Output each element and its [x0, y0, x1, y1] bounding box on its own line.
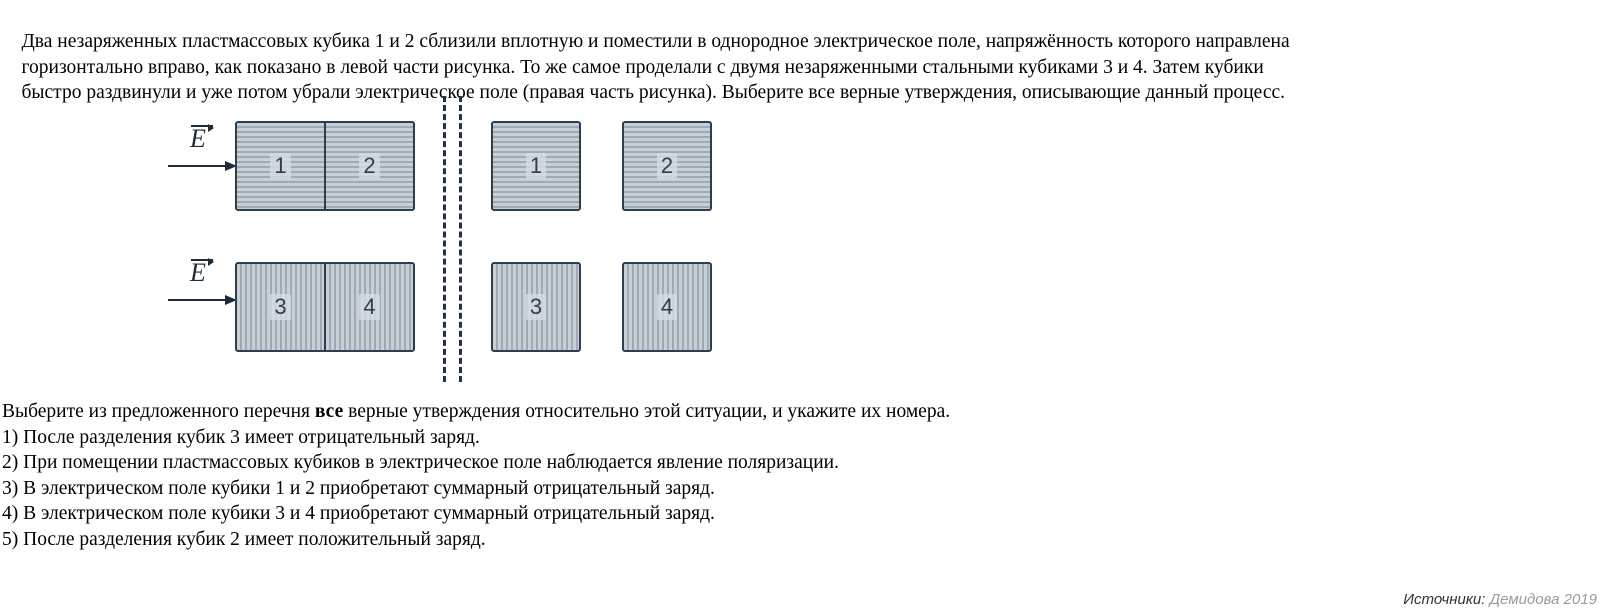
- question-line-3: быстро раздвинули и уже потом убрали электрическое поле (правая часть рисунка). Выберите все верные утверждения, описывающие данный процесс.: [21, 81, 1286, 103]
- answer-option-4[interactable]: 4) В электрическом поле кубики 3 и 4 приобретают суммарный отрицательный заряд.: [2, 503, 715, 525]
- source-value: Демидова 2019: [1489, 591, 1597, 608]
- left-plastic-cube-pair: [235, 121, 415, 211]
- answer-option-2[interactable]: 2) При помещении пластмассовых кубиков в электрическое поле наблюдается явление поляризации.: [2, 452, 839, 474]
- answer-options-block: [2, 399, 1599, 553]
- answer-option-3[interactable]: 3) В электрическом поле кубики 1 и 2 приобретают суммарный отрицательный заряд.: [2, 477, 715, 499]
- field-vector-label-bottom: E: [190, 260, 206, 286]
- question-line-1: Два незаряженных пластмассовых кубика 1 и 2 сблизили вплотную и поместили в однородное электрическое поле, напряжённость которого направлена: [21, 31, 1290, 53]
- question-line-2: горизонтально вправо, как показано в левой части рисунка. То же самое проделали с двумя незаряженными стальными кубиками 3 и 4. Затем кубики: [21, 56, 1264, 78]
- field-direction-arrow-icon: [168, 165, 226, 167]
- answers-instruction: [2, 399, 1599, 425]
- cube-3-right: 3: [491, 262, 581, 352]
- physics-figure: [0, 96, 1601, 386]
- cube-2-right: 2: [622, 121, 712, 211]
- figure-divider-line-right: [459, 96, 462, 382]
- cube-4-left: 4: [325, 262, 415, 352]
- cube-1-left: 1: [235, 121, 325, 211]
- answer-option-1[interactable]: 1) После разделения кубик 3 имеет отрицательный заряд.: [2, 426, 480, 448]
- vector-arrow-icon: [191, 125, 213, 127]
- field-vector-label-top: E: [190, 126, 206, 152]
- cube-4-right: 4: [622, 262, 712, 352]
- instruction-emphasis: все: [314, 401, 344, 422]
- source-attribution: [1403, 591, 1597, 608]
- answer-option-5[interactable]: 5) После разделения кубик 2 имеет положительный заряд.: [2, 528, 486, 550]
- field-direction-arrow-icon: [168, 299, 226, 301]
- right-steel-cube-pair: [491, 262, 712, 352]
- cube-1-right: 1: [491, 121, 581, 211]
- cube-2-left: 2: [325, 121, 415, 211]
- figure-divider-line-left: [443, 96, 446, 382]
- vector-arrow-icon: [191, 259, 213, 261]
- instruction-part-1: Выберите из предложенного перечня: [2, 401, 315, 422]
- left-steel-cube-pair: [235, 262, 415, 352]
- right-plastic-cube-pair: [491, 121, 712, 211]
- source-label: Источники:: [1403, 591, 1486, 608]
- instruction-part-2: верные утверждения относительно этой ситуации, и укажите их номера.: [343, 401, 951, 422]
- cube-3-left: 3: [235, 262, 325, 352]
